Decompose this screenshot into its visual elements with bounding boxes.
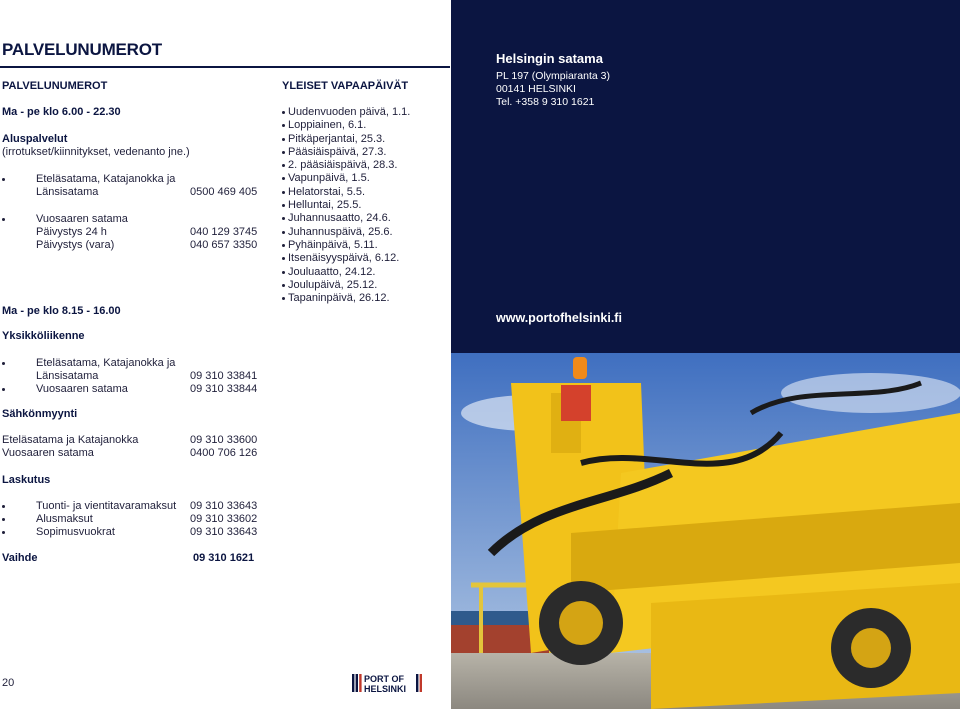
title-divider [0, 66, 450, 68]
list-item: Loppiainen, 6.1. [282, 119, 410, 132]
harbor-phone: Tel. +358 9 310 1621 [496, 96, 595, 108]
a1-number: 0500 469 405 [190, 186, 258, 198]
bullet [2, 218, 5, 221]
list-item: Helluntai, 25.5. [282, 199, 410, 212]
l3-number: 09 310 33643 [190, 526, 258, 538]
yksikko-title: Yksikköliikenne [2, 330, 85, 342]
aluspalvelut-subtitle: (irrotukset/kiinnitykset, vedenanto jne.) [2, 146, 190, 158]
list-item: Juhannusaatto, 24.6. [282, 212, 410, 225]
hours-2: Ma - pe klo 8.15 - 16.00 [2, 305, 121, 317]
laskutus-title: Laskutus [2, 474, 51, 486]
l2-number: 09 310 33602 [190, 513, 258, 525]
a2-line1: Vuosaaren satama [36, 213, 128, 225]
vaihde-label: Vaihde [2, 552, 38, 564]
a2-line3: Päivystys (vara) [36, 239, 115, 251]
y2-number: 09 310 33844 [190, 383, 258, 395]
l1-number: 09 310 33643 [190, 500, 258, 512]
a1-line1: Eteläsatama, Katajanokka ja [36, 173, 176, 185]
list-item: Pyhäinpäivä, 5.11. [282, 239, 410, 252]
a2-number3: 040 657 3350 [190, 239, 258, 251]
vaihde-number: 09 310 1621 [193, 552, 255, 564]
bullet [2, 362, 5, 365]
list-item: Jouluaatto, 24.12. [282, 266, 410, 279]
aluspalvelut-title: Aluspalvelut [2, 133, 68, 145]
list-item: Uudenvuoden päivä, 1.1. [282, 106, 410, 119]
website-link[interactable]: www.portofhelsinki.fi [496, 311, 622, 325]
list-item: Joulupäivä, 25.12. [282, 279, 410, 292]
harbor-address-1: PL 197 (Olympiaranta 3) [496, 70, 610, 82]
y2-line: Vuosaaren satama [36, 383, 128, 395]
harbor-machinery-photo [451, 353, 960, 709]
bullet [2, 388, 5, 391]
l1-line: Tuonti- ja vientitavaramaksut [36, 500, 177, 512]
sahko-title: Sähkönmyynti [2, 408, 78, 420]
bullet [2, 505, 5, 508]
list-item: Helatorstai, 5.5. [282, 186, 410, 199]
list-item: Juhannuspäivä, 25.6. [282, 226, 410, 239]
logo-text-top: PORT OF [364, 674, 404, 684]
bullet [2, 518, 5, 521]
bullet [2, 178, 5, 181]
s1-line: Eteläsatama ja Katajanokka [2, 434, 139, 446]
holidays-title: YLEISET VAPAAPÄIVÄT [282, 80, 409, 92]
l2-line: Alusmaksut [36, 513, 93, 525]
y1-line1: Eteläsatama, Katajanokka ja [36, 357, 176, 369]
s2-number: 0400 706 126 [190, 447, 258, 459]
holiday-list [282, 106, 410, 305]
hours-1: Ma - pe klo 6.00 - 22.30 [2, 106, 121, 118]
list-item: Pääsiäispäivä, 27.3. [282, 146, 410, 159]
list-item: Tapaninpäivä, 26.12. [282, 292, 410, 305]
harbor-name: Helsingin satama [496, 51, 603, 66]
page-number: 20 [2, 677, 15, 689]
list-item: Pitkäperjantai, 25.3. [282, 133, 410, 146]
y1-line2: Länsisatama [36, 370, 99, 382]
a2-line2: Päivystys 24 h [36, 226, 107, 238]
logo-text-bottom: HELSINKI [364, 684, 407, 694]
y1-number: 09 310 33841 [190, 370, 258, 382]
list-item: 2. pääsiäispäivä, 28.3. [282, 159, 410, 172]
list-item: Itsenäisyyspäivä, 6.12. [282, 252, 410, 265]
a1-line2: Länsisatama [36, 186, 99, 198]
s1-number: 09 310 33600 [190, 434, 258, 446]
s2-line: Vuosaaren satama [2, 447, 94, 459]
port-of-helsinki-logo [352, 672, 424, 694]
section-heading: PALVELUNUMEROT [2, 80, 108, 92]
list-item: Vapunpäivä, 1.5. [282, 172, 410, 185]
harbor-address-2: 00141 HELSINKI [496, 83, 576, 95]
l3-line: Sopimusvuokrat [36, 526, 115, 538]
a2-number2: 040 129 3745 [190, 226, 258, 238]
page-title: PALVELUNUMEROT [2, 40, 162, 59]
bullet [2, 531, 5, 534]
